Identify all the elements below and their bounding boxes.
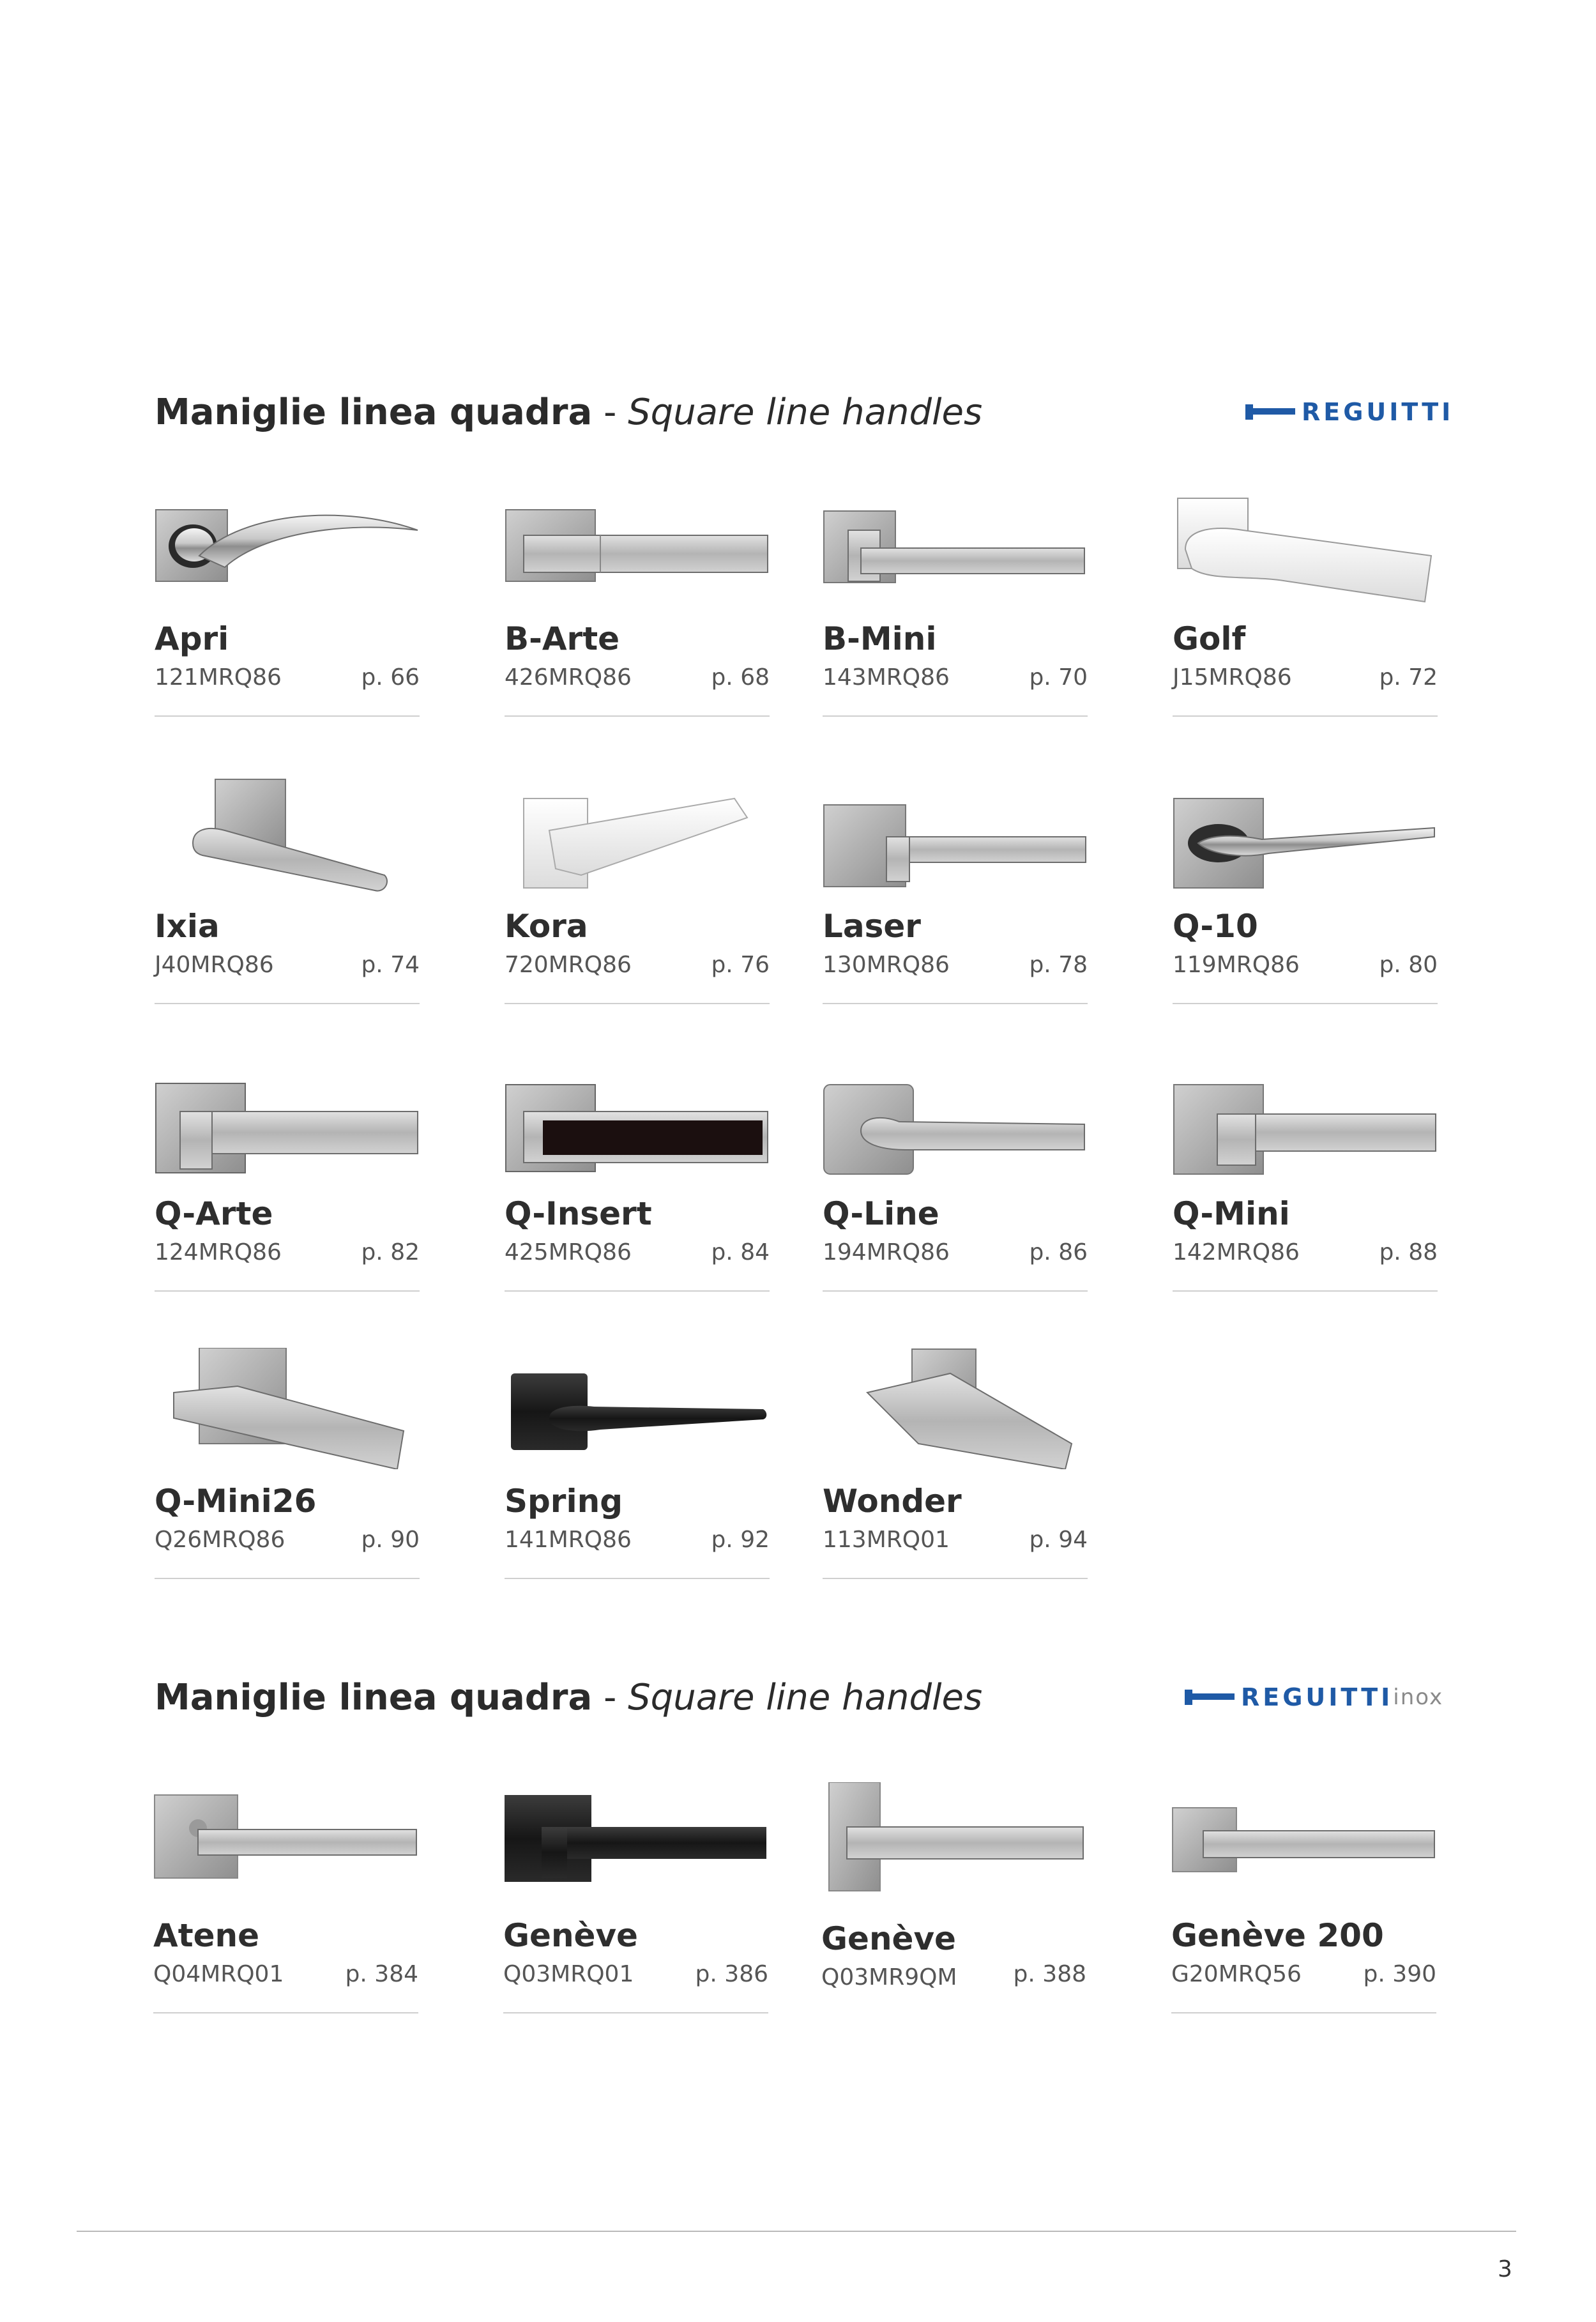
kora-handle-image bbox=[505, 773, 770, 894]
product-code: 124MRQ86 bbox=[155, 1239, 282, 1265]
brand-suffix: inox bbox=[1393, 1684, 1444, 1710]
footer-divider bbox=[77, 2231, 1516, 2232]
product-page-ref[interactable]: p. 72 bbox=[1379, 664, 1438, 691]
divider bbox=[505, 1578, 770, 1579]
brand-name: REGUITTI bbox=[1241, 1683, 1394, 1711]
product-page-ref[interactable]: p. 86 bbox=[1029, 1239, 1088, 1265]
product-page-ref[interactable]: p. 74 bbox=[361, 952, 420, 978]
product-name: B-Arte bbox=[505, 620, 620, 657]
product-name: Q-Insert bbox=[505, 1195, 652, 1232]
product-page-ref[interactable]: p. 384 bbox=[345, 1961, 418, 1987]
brand-logo-reguitti-inox bbox=[1185, 1684, 1443, 1710]
q-arte-handle-image bbox=[155, 1060, 420, 1182]
product-code: Q26MRQ86 bbox=[155, 1527, 285, 1553]
product-page-ref[interactable]: p. 88 bbox=[1379, 1239, 1438, 1265]
q-line-handle-image bbox=[823, 1060, 1088, 1182]
brand-logo-reguitti bbox=[1245, 399, 1454, 425]
product-name: Q-Mini bbox=[1173, 1195, 1290, 1232]
product-page-ref[interactable]: p. 70 bbox=[1029, 664, 1088, 691]
product-name: Genève bbox=[821, 1920, 956, 1957]
product-page-ref[interactable]: p. 390 bbox=[1363, 1961, 1436, 1987]
b-arte-handle-image bbox=[505, 485, 770, 607]
product-name: Laser bbox=[823, 908, 921, 945]
product-code: 130MRQ86 bbox=[823, 952, 950, 978]
q10-handle-image bbox=[1173, 773, 1438, 894]
laser-handle-image bbox=[823, 773, 1088, 894]
product-page-ref[interactable]: p. 78 bbox=[1029, 952, 1088, 978]
product-code: G20MRQ56 bbox=[1171, 1961, 1302, 1987]
product-page-ref[interactable]: p. 92 bbox=[711, 1527, 770, 1553]
brand-name: REGUITTI bbox=[1302, 398, 1454, 426]
divider bbox=[1173, 1003, 1438, 1004]
golf-handle-image bbox=[1173, 485, 1438, 607]
product-name: Genève bbox=[503, 1917, 638, 1954]
wonder-handle-image bbox=[823, 1348, 1088, 1469]
section-title-italic: Square line handles bbox=[628, 392, 983, 433]
reguitti-logo-mark-icon bbox=[1245, 402, 1296, 422]
section-title-bold: Maniglie linea quadra bbox=[155, 392, 593, 433]
product-name: Kora bbox=[505, 908, 588, 945]
divider bbox=[155, 1290, 420, 1292]
product-name: Spring bbox=[505, 1483, 623, 1520]
divider bbox=[155, 1003, 420, 1004]
product-name: B-Mini bbox=[823, 620, 937, 657]
product-code: Q04MRQ01 bbox=[153, 1961, 284, 1987]
divider bbox=[155, 715, 420, 717]
product-code: 425MRQ86 bbox=[505, 1239, 632, 1265]
divider bbox=[1171, 2012, 1436, 2013]
product-page-ref[interactable]: p. 76 bbox=[711, 952, 770, 978]
product-page-ref[interactable]: p. 80 bbox=[1379, 952, 1438, 978]
product-code: 143MRQ86 bbox=[823, 664, 950, 691]
product-code: 119MRQ86 bbox=[1173, 952, 1300, 978]
product-code: J40MRQ86 bbox=[155, 952, 274, 978]
product-code: 113MRQ01 bbox=[823, 1527, 950, 1553]
divider bbox=[155, 1578, 420, 1579]
geneve-200-handle-image bbox=[1171, 1782, 1436, 1904]
product-name: Q-Mini26 bbox=[155, 1483, 317, 1520]
product-page-ref[interactable]: p. 82 bbox=[361, 1239, 420, 1265]
divider bbox=[505, 1003, 770, 1004]
product-code: 194MRQ86 bbox=[823, 1239, 950, 1265]
product-name: Apri bbox=[155, 620, 229, 657]
product-page-ref[interactable]: p. 90 bbox=[361, 1527, 420, 1553]
product-page-ref[interactable]: p. 94 bbox=[1029, 1527, 1088, 1553]
divider bbox=[823, 715, 1088, 717]
ixia-handle-image bbox=[155, 773, 420, 894]
section-title-italic: Square line handles bbox=[628, 1677, 983, 1718]
page-number: 3 bbox=[1498, 2256, 1512, 2282]
q-mini-handle-image bbox=[1173, 1060, 1438, 1182]
product-name: Genève 200 bbox=[1171, 1917, 1384, 1954]
divider bbox=[823, 1578, 1088, 1579]
b-mini-handle-image bbox=[823, 485, 1088, 607]
section-title-separator: - bbox=[592, 1677, 628, 1718]
product-name: Golf bbox=[1173, 620, 1246, 657]
reguitti-logo-mark-icon bbox=[1185, 1687, 1236, 1707]
q-insert-handle-image bbox=[505, 1060, 770, 1182]
product-page-ref[interactable]: p. 388 bbox=[1013, 1961, 1086, 1987]
product-name: Ixia bbox=[155, 908, 220, 945]
divider bbox=[1173, 715, 1438, 717]
divider bbox=[505, 1290, 770, 1292]
apri-handle-image bbox=[155, 485, 420, 607]
product-code: 142MRQ86 bbox=[1173, 1239, 1300, 1265]
section-title-separator: - bbox=[592, 392, 628, 433]
product-name: Wonder bbox=[823, 1483, 962, 1520]
section-title-bold: Maniglie linea quadra bbox=[155, 1677, 593, 1718]
product-page-ref[interactable]: p. 68 bbox=[711, 664, 770, 691]
product-name: Q-10 bbox=[1173, 908, 1258, 945]
product-code: 121MRQ86 bbox=[155, 664, 282, 691]
section-title bbox=[155, 392, 983, 433]
divider bbox=[1173, 1290, 1438, 1292]
product-name: Atene bbox=[153, 1917, 260, 1954]
spring-handle-image bbox=[505, 1348, 770, 1469]
geneve-black-handle-image bbox=[503, 1782, 768, 1904]
divider bbox=[505, 715, 770, 717]
divider bbox=[823, 1003, 1088, 1004]
product-name: Q-Arte bbox=[155, 1195, 273, 1232]
atene-handle-image bbox=[153, 1782, 418, 1904]
product-name: Q-Line bbox=[823, 1195, 939, 1232]
divider bbox=[823, 1290, 1088, 1292]
product-page-ref[interactable]: p. 66 bbox=[361, 664, 420, 691]
product-code: J15MRQ86 bbox=[1173, 664, 1292, 691]
product-page-ref[interactable]: p. 386 bbox=[695, 1961, 768, 1987]
divider bbox=[503, 2012, 768, 2013]
product-code: 141MRQ86 bbox=[505, 1527, 632, 1553]
geneve-satin-handle-image bbox=[821, 1782, 1086, 1904]
product-code: 720MRQ86 bbox=[505, 952, 632, 978]
q-mini26-handle-image bbox=[155, 1348, 420, 1469]
product-code: Q03MRQ01 bbox=[503, 1961, 634, 1987]
section-title bbox=[155, 1677, 983, 1718]
product-code: 426MRQ86 bbox=[505, 664, 632, 691]
product-page-ref[interactable]: p. 84 bbox=[711, 1239, 770, 1265]
product-code: Q03MR9QM bbox=[821, 1964, 957, 1990]
divider bbox=[153, 2012, 418, 2013]
